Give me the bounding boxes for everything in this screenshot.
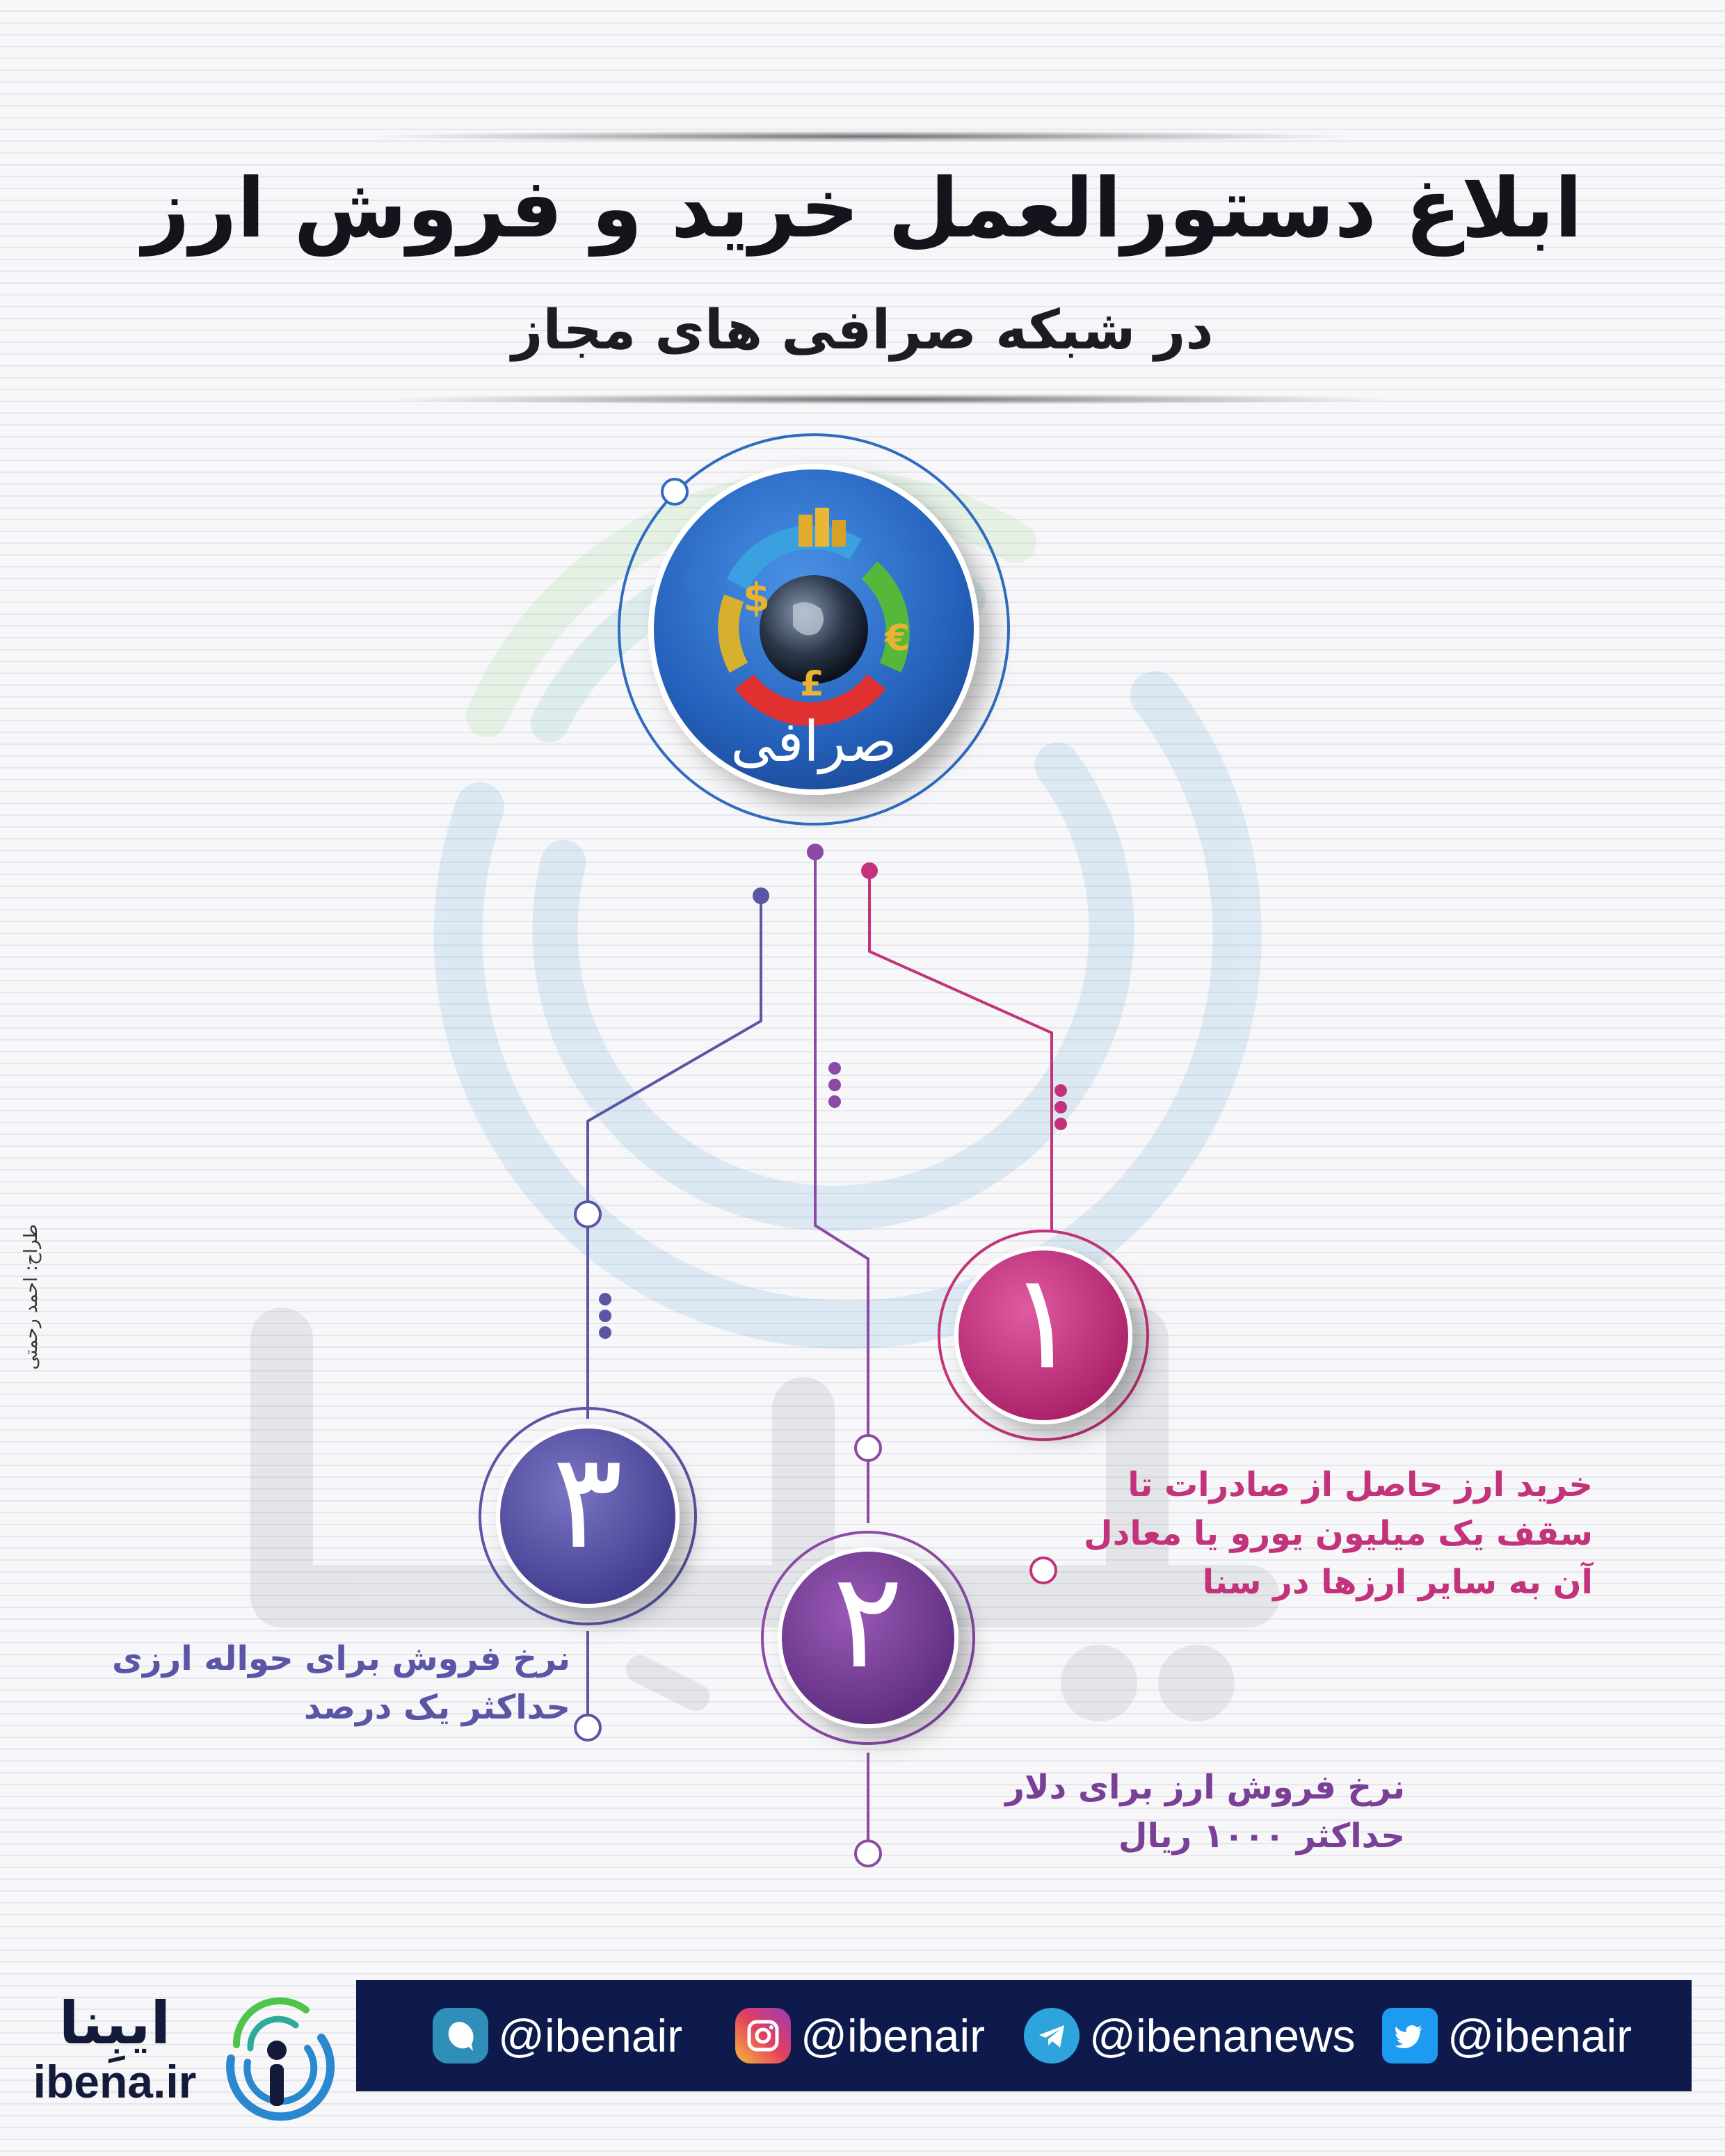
item-2-line-1: نرخ فروش ارز برای دلار xyxy=(1005,1768,1405,1807)
title-top-rule xyxy=(376,131,1349,142)
item-3-line-2: حداکثر یک درصد xyxy=(303,1688,570,1727)
item-2-description xyxy=(751,1763,1405,1860)
item-3-description xyxy=(42,1634,570,1732)
social-soroush[interactable] xyxy=(433,1980,682,2091)
item-1-line-3: آن به سایر ارزها در سنا xyxy=(1202,1563,1593,1602)
page-title: ابلاغ دستورالعمل خرید و فروش ارز xyxy=(142,160,1583,256)
social-handle: @ibenair xyxy=(1447,2010,1632,2061)
ibena-broadcast-logo-icon xyxy=(230,2001,330,2116)
item-1-description xyxy=(862,1461,1593,1607)
dot-item-3 xyxy=(753,887,769,904)
social-footer xyxy=(356,1980,1692,2091)
brand-wordmark: ایبِنا xyxy=(58,1989,171,2057)
dot-item-2 xyxy=(807,844,824,860)
item-2-line-2: حداکثر ۱۰۰۰ ریال xyxy=(1118,1817,1405,1856)
social-handle: @ibenair xyxy=(801,2010,986,2061)
soroush-icon xyxy=(433,2008,488,2064)
page-subtitle: در شبکه صرافی های مجاز xyxy=(511,299,1214,362)
social-telegram[interactable] xyxy=(1024,1980,1356,2091)
twitter-icon xyxy=(1382,2008,1438,2064)
title-bottom-rule xyxy=(390,394,1391,405)
dot-item-1 xyxy=(861,862,878,879)
svg-text:€: € xyxy=(885,618,910,659)
svg-text:$: $ xyxy=(743,575,770,620)
brand-domain: ibena.ir xyxy=(33,2056,197,2107)
social-handle: @ibenair xyxy=(498,2010,683,2061)
item-3-line-1: نرخ فروش برای حواله ارزی xyxy=(112,1639,570,1678)
item-1-line-1: خرید ارز حاصل از صادرات تا xyxy=(1128,1465,1593,1504)
item-1-line-2: سقف یک میلیون یورو یا معادل xyxy=(1084,1514,1593,1553)
instagram-icon xyxy=(735,2008,791,2064)
social-twitter[interactable] xyxy=(1382,1980,1632,2091)
designer-credit: طراح: احمد رحمتی xyxy=(21,1224,42,1370)
item-2-number: ۲ xyxy=(832,1544,904,1698)
center-node-label: صرافی xyxy=(730,709,897,774)
telegram-icon xyxy=(1024,2008,1080,2064)
social-instagram[interactable] xyxy=(735,1980,985,2091)
social-handle: @ibenanews xyxy=(1089,2010,1356,2061)
svg-text:£: £ xyxy=(800,663,824,704)
item-1-number: ۱ xyxy=(1007,1245,1080,1399)
item-3-number: ۳ xyxy=(552,1424,624,1578)
